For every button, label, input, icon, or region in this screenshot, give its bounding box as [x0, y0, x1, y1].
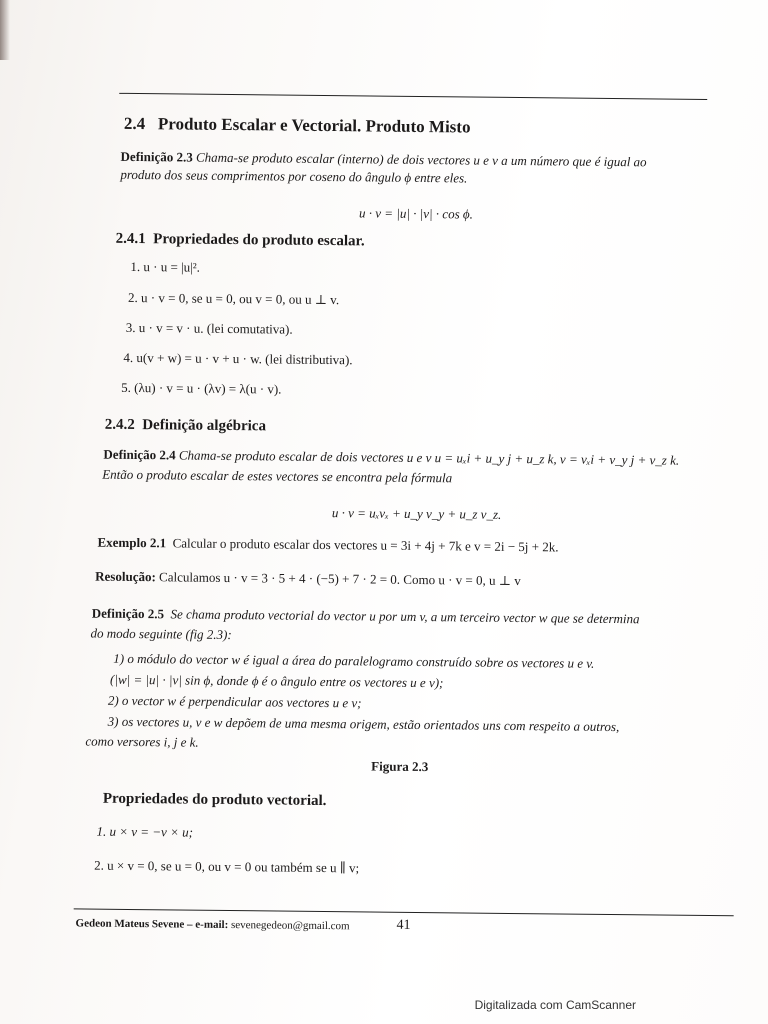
def24-label: Definição 2.4 [103, 446, 176, 463]
def25-text1: Se chama produto vectorial do vector u por um v, a um terceiro vector w que se determina [170, 606, 640, 627]
footer-author [75, 917, 349, 932]
prop-escalar-1: 1. u · u = |u|². [130, 258, 201, 275]
subsection-242-heading [105, 417, 266, 436]
footer-rule [74, 908, 734, 916]
example-21-text: Calcular o produto escalar dos vectores u = 3i + 4j + 7k e v = 2i − 5j + 2k. [172, 535, 559, 555]
prop-vectorial-2: 2. u × v = 0, se u = 0, ou v = 0 ou também se u ∥ v; [94, 857, 360, 876]
def25-item1b: (|w| = |u| · |v| sin ϕ, donde ϕ é o ângulo entre os vectores u e v); [110, 671, 444, 691]
header-rule [119, 93, 707, 100]
def24-text1: Chama-se produto escalar de dois vectores u e v u = uₓi + u_y j + u_z k, v = vₓi + v_y j + v_z k. [178, 447, 680, 468]
def25-line1 [92, 606, 640, 628]
def25-label: Definição 2.5 [91, 605, 165, 622]
example-21-label: Exemplo 2.1 [97, 534, 167, 551]
def23-text1: Chama-se produto escalar (interno) de dois vectores u e v a um número que é igual ao [195, 149, 647, 170]
subsection-241-heading [116, 231, 365, 251]
footer-author-text: Gedeon Mateus Sevene – e-mail: [75, 917, 229, 932]
page-number: 41 [396, 917, 411, 933]
footer-email: sevenegedeon@gmail.com [230, 919, 350, 933]
def23-formula: u · v = |u| · |v| · cos ϕ. [358, 205, 473, 222]
def24-formula: u · v = uₓvₓ + u_y v_y + u_z v_z. [331, 505, 502, 522]
example-21 [97, 535, 558, 556]
subsection-241-title: Propriedades do produto escalar. [153, 231, 365, 250]
def24-line2: Então o produto escalar de estes vectores se encontra pela fórmula [102, 466, 453, 486]
def23-label: Definição 2.3 [120, 148, 193, 165]
scanner-watermark: Digitalizada com CamScanner [474, 998, 636, 1012]
section-number: 2.4 [123, 113, 146, 134]
subsection-242-title: Definição algébrica [142, 417, 267, 435]
def23-line2: produto dos seus comprimentos por coseno do ângulo ϕ entre eles. [120, 166, 468, 186]
prop-escalar-5: 5. (λu) · v = u · (λv) = λ(u · v). [121, 379, 282, 397]
subsection-242-number: 2.4.2 [104, 416, 135, 434]
resolution-text: Calculamos u · v = 3 · 5 + 4 · (−5) + 7 · 2 = 0. Como u · v = 0, u ⊥ v [159, 569, 521, 589]
def25-item3b: como versores i, j e k. [85, 733, 199, 750]
figure-caption: Figura 2.3 [371, 758, 429, 775]
def25-line2: do modo seguinte (fig 2.3): [90, 625, 232, 643]
resolution-label: Resolução: [95, 568, 156, 585]
def24-line1 [103, 447, 679, 469]
resolution [95, 569, 521, 589]
props-vectorial-heading: Propriedades do produto vectorial. [102, 790, 327, 810]
def25-item2: 2) o vector w é perpendicular aos vectores u e v; [107, 692, 362, 711]
section-title: Produto Escalar e Vectorial. Produto Misto [157, 114, 471, 137]
prop-escalar-3: 3. u · v = v · u. (lei comutativa). [125, 319, 293, 337]
prop-escalar-4: 4. u(v + w) = u · v + u · w. (lei distributiva). [123, 349, 353, 368]
prop-escalar-2: 2. u · v = 0, se u = 0, ou v = 0, ou u ⊥ v. [128, 289, 340, 308]
def25-item3: 3) os vectores u, v e w depõem de uma mesma origem, estão orientados uns com respeito a outros, [107, 713, 620, 735]
def25-item1: 1) o módulo do vector w é igual a área do paralelogramo construído sobre os vectores u e v. [113, 650, 595, 671]
prop-vectorial-1: 1. u × v = −v × u; [96, 823, 194, 840]
section-heading [124, 114, 471, 138]
subsection-241-number: 2.4.1 [115, 230, 146, 248]
